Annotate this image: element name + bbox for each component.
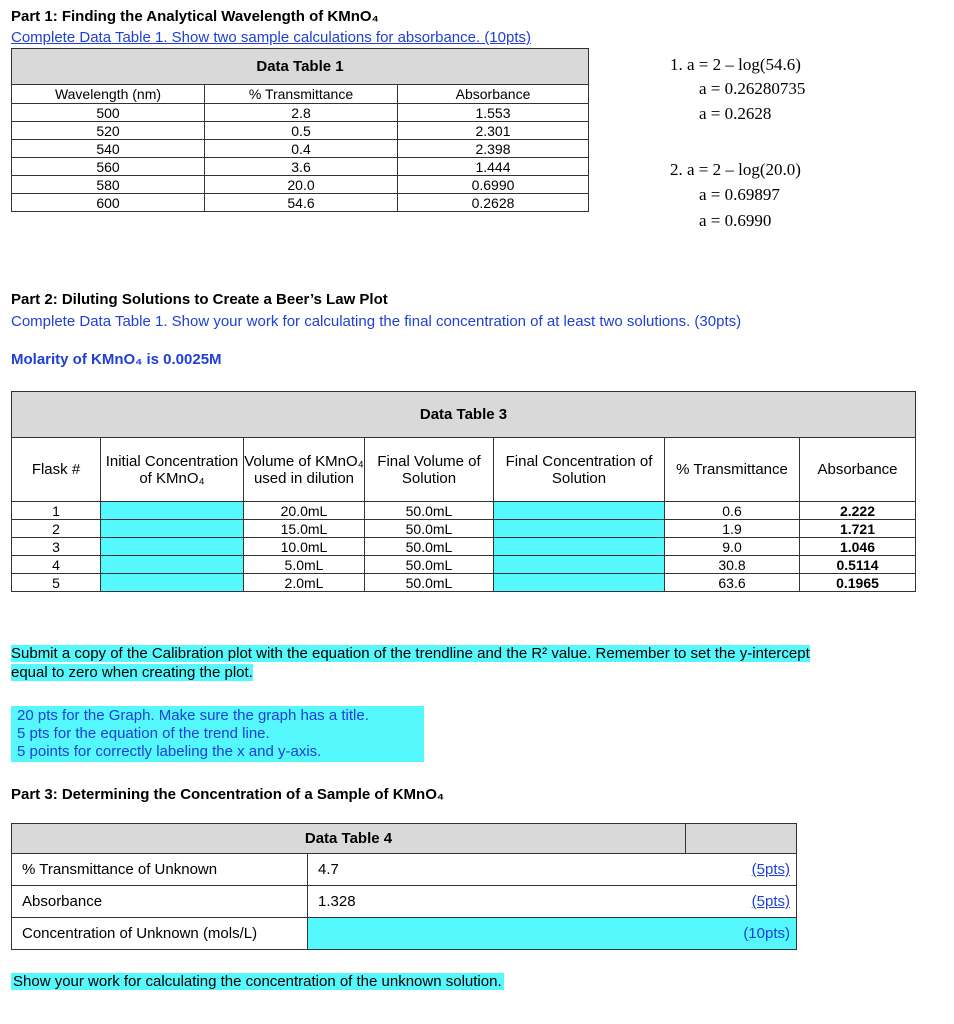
- table4-label: Concentration of Unknown (mols/L): [12, 918, 308, 950]
- table3-cell: 10.0mL: [244, 538, 365, 556]
- data-table-1: [11, 48, 589, 212]
- table3-cell: 5: [12, 574, 101, 592]
- unknown-transmittance-value: 4.7: [308, 854, 686, 886]
- table1-header: Absorbance: [398, 85, 589, 104]
- table3-cell: 0.6: [665, 502, 800, 520]
- points-list: [17, 707, 369, 761]
- table1-cell: 2.301: [398, 122, 589, 140]
- table3-header: Flask #: [12, 438, 101, 502]
- table1-cell: 20.0: [205, 176, 398, 194]
- points-label: (5pts): [686, 854, 797, 886]
- table1-cell: 0.4: [205, 140, 398, 158]
- table1-cell: 54.6: [205, 194, 398, 212]
- table1-cell: 560: [12, 158, 205, 176]
- footer-note: Show your work for calculating the concentration of the unknown solution.: [13, 973, 502, 990]
- table3-header: % Transmittance: [665, 438, 800, 502]
- table3-cell: 1.046: [800, 538, 916, 556]
- table1-cell: 2.398: [398, 140, 589, 158]
- table3-header: Volume of KMnO₄ used in dilution: [244, 438, 365, 502]
- calc1-line2: a = 0.26280735: [699, 79, 806, 98]
- data-table-3: [11, 391, 916, 592]
- table1-title: Data Table 1: [12, 49, 589, 85]
- part3-title: Part 3: Determining the Concentration of a Sample of KMnO₄: [11, 786, 445, 803]
- table3-cell: 2.0mL: [244, 574, 365, 592]
- final-conc-cell[interactable]: [494, 502, 665, 520]
- table1-cell: 0.6990: [398, 176, 589, 194]
- table3-cell: 63.6: [665, 574, 800, 592]
- table3-cell: 50.0mL: [365, 502, 494, 520]
- table3-cell: 2: [12, 520, 101, 538]
- part1-instruction: Complete Data Table 1. Show two sample calculations for absorbance. (10pts): [11, 29, 531, 46]
- table1-cell: 500: [12, 104, 205, 122]
- table3-cell: 1.721: [800, 520, 916, 538]
- table3-header: Absorbance: [800, 438, 916, 502]
- initial-conc-cell[interactable]: [101, 556, 244, 574]
- table3-cell: 50.0mL: [365, 556, 494, 574]
- part2-title: Part 2: Diluting Solutions to Create a Beer’s Law Plot: [11, 291, 388, 308]
- table3-cell: 5.0mL: [244, 556, 365, 574]
- points-trendline: 5 pts for the equation of the trend line.: [17, 725, 270, 742]
- points-axis-labels: 5 points for correctly labeling the x and y-axis.: [17, 743, 322, 760]
- table4-title: Data Table 4: [12, 824, 686, 854]
- calc2-line3: a = 0.6990: [699, 211, 772, 230]
- initial-conc-cell[interactable]: [101, 538, 244, 556]
- table1-header: Wavelength (nm): [12, 85, 205, 104]
- final-conc-cell[interactable]: [494, 574, 665, 592]
- table3-cell: 4: [12, 556, 101, 574]
- table3-cell: 2.222: [800, 502, 916, 520]
- final-conc-cell[interactable]: [494, 538, 665, 556]
- points-label: (5pts): [686, 886, 797, 918]
- table3-cell: 50.0mL: [365, 520, 494, 538]
- table3-cell: 1.9: [665, 520, 800, 538]
- table1-cell: 540: [12, 140, 205, 158]
- table3-header: Final Volume of Solution: [365, 438, 494, 502]
- table3-cell: 50.0mL: [365, 574, 494, 592]
- table3-cell: 0.5114: [800, 556, 916, 574]
- table1-cell: 600: [12, 194, 205, 212]
- initial-conc-cell[interactable]: [101, 520, 244, 538]
- table3-header: Initial Concentration of KMnO₄: [101, 438, 244, 502]
- molarity-note: Molarity of KMnO₄ is 0.0025M: [11, 351, 222, 368]
- initial-conc-cell[interactable]: [101, 574, 244, 592]
- table1-cell: 1.553: [398, 104, 589, 122]
- table1-cell: 580: [12, 176, 205, 194]
- table3-cell: 9.0: [665, 538, 800, 556]
- table4-label: % Transmittance of Unknown: [12, 854, 308, 886]
- calc2-line2: a = 0.69897: [699, 185, 780, 204]
- final-conc-cell[interactable]: [494, 520, 665, 538]
- points-graph: 20 pts for the Graph. Make sure the graph has a title.: [17, 707, 369, 724]
- table3-cell: 3: [12, 538, 101, 556]
- table1-cell: 0.5: [205, 122, 398, 140]
- table3-cell: 0.1965: [800, 574, 916, 592]
- table4-label: Absorbance: [12, 886, 308, 918]
- calc2-line1: 2. a = 2 – log(20.0): [670, 160, 801, 179]
- table3-cell: 15.0mL: [244, 520, 365, 538]
- table1-header: % Transmittance: [205, 85, 398, 104]
- submit-note: [11, 644, 810, 682]
- calc1-line1: 1. a = 2 – log(54.6): [670, 55, 801, 74]
- table3-cell: 50.0mL: [365, 538, 494, 556]
- table3-cell: 30.8: [665, 556, 800, 574]
- table3-title: Data Table 3: [12, 392, 916, 438]
- table3-cell: 20.0mL: [244, 502, 365, 520]
- table4-title-spacer: [686, 824, 797, 854]
- final-conc-cell[interactable]: [494, 556, 665, 574]
- table3-header: Final Concentration of Solution: [494, 438, 665, 502]
- submit-note-line2: equal to zero when creating the plot.: [11, 664, 253, 681]
- table1-cell: 2.8: [205, 104, 398, 122]
- table1-cell: 3.6: [205, 158, 398, 176]
- table3-cell: 1: [12, 502, 101, 520]
- table1-cell: 520: [12, 122, 205, 140]
- table1-cell: 1.444: [398, 158, 589, 176]
- initial-conc-cell[interactable]: [101, 502, 244, 520]
- points-label: (10pts): [686, 918, 797, 950]
- part1-title: Part 1: Finding the Analytical Wavelength of KMnO₄: [11, 8, 379, 25]
- part2-instruction: Complete Data Table 1. Show your work for calculating the final concentration of at least two solutions. (30pts): [11, 313, 742, 330]
- data-table-4: [11, 823, 797, 950]
- calc1-line3: a = 0.2628: [699, 104, 772, 123]
- table1-cell: 0.2628: [398, 194, 589, 212]
- unknown-absorbance-value: 1.328: [308, 886, 686, 918]
- unknown-concentration-cell[interactable]: [308, 918, 686, 950]
- submit-note-line1: Submit a copy of the Calibration plot with the equation of the trendline and the R² value. Remember to set the y-intercept: [11, 645, 810, 662]
